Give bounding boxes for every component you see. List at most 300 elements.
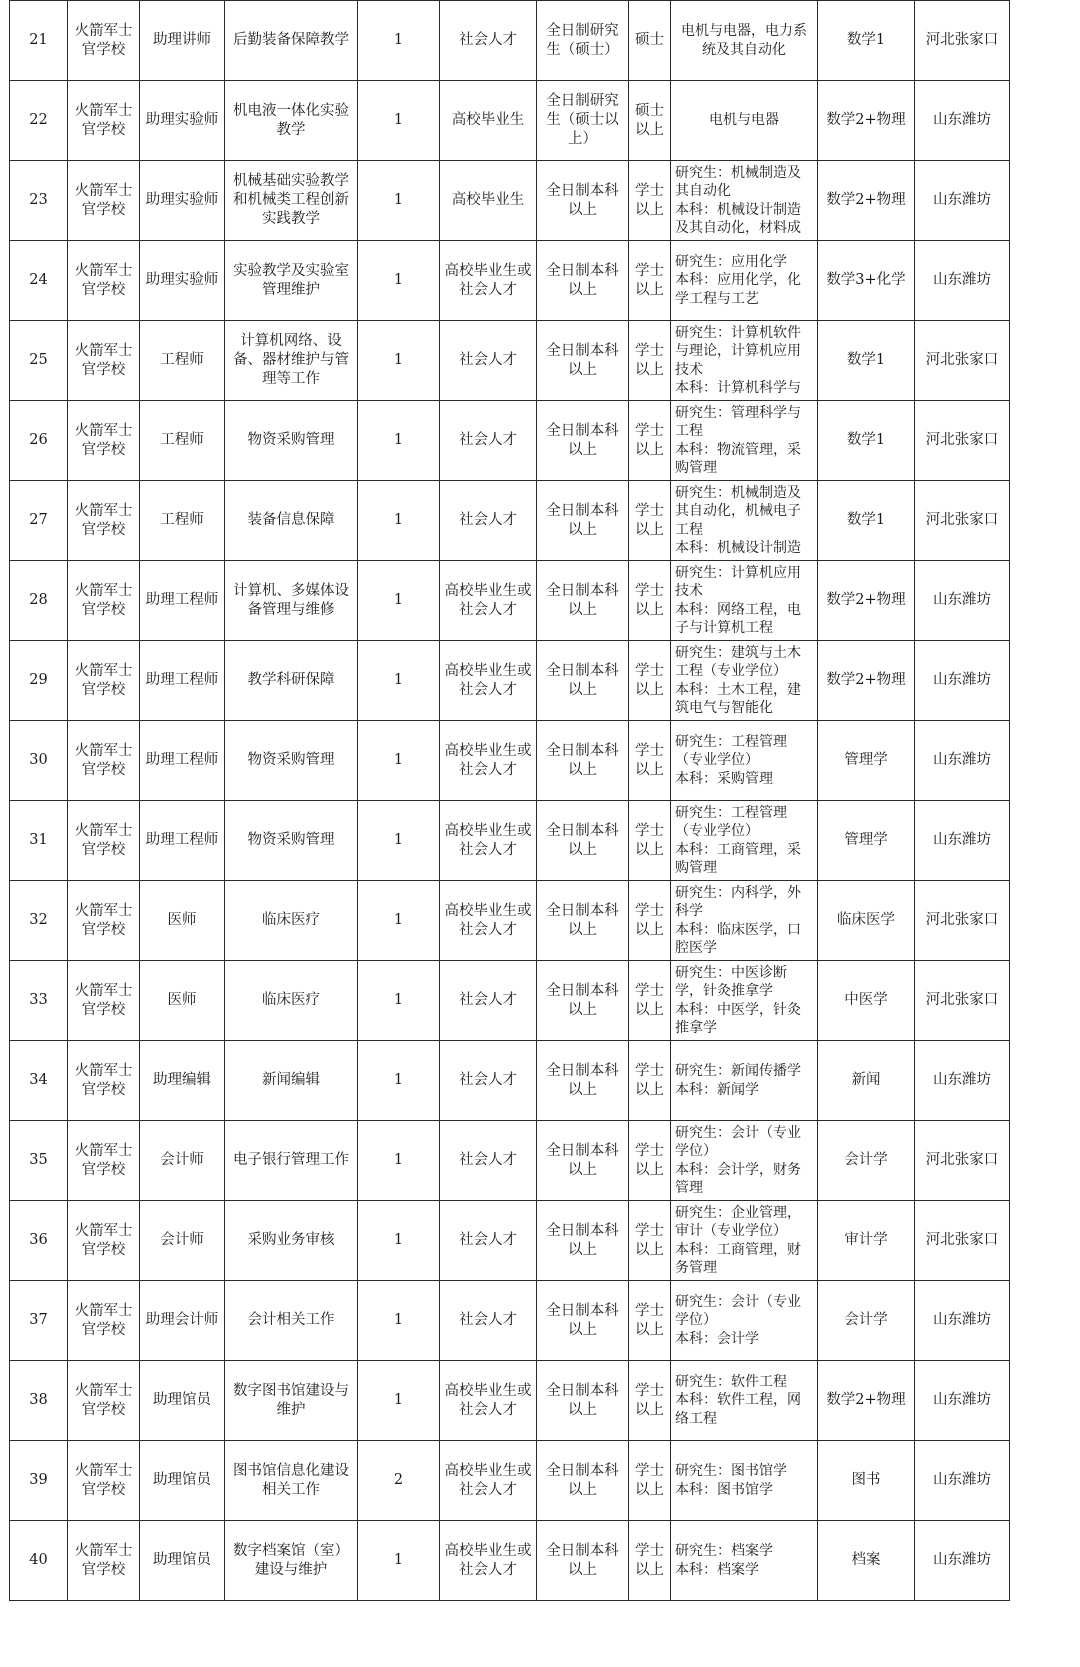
table-row <box>10 481 1010 561</box>
unit-cell: 火箭军士官学校 <box>68 241 140 321</box>
headcount-cell: 1 <box>358 1361 440 1441</box>
duty-cell: 计算机网络、设备、器材维护与管理等工作 <box>225 321 358 401</box>
major-cell <box>671 881 818 961</box>
location-cell: 河北张家口 <box>915 1121 1010 1201</box>
major-cell <box>671 481 818 561</box>
unit-cell: 火箭军士官学校 <box>68 161 140 241</box>
education-cell: 全日制本科以上 <box>537 641 629 721</box>
exam-subject-cell: 数学2+物理 <box>818 81 915 161</box>
exam-subject-cell: 管理学 <box>818 801 915 881</box>
unit-cell: 火箭军士官学校 <box>68 1281 140 1361</box>
headcount-cell: 1 <box>358 1521 440 1601</box>
position-cell: 工程师 <box>140 401 225 481</box>
candidate-source-cell: 高校毕业生或社会人才 <box>440 1521 537 1601</box>
degree-cell: 学士以上 <box>629 161 671 241</box>
major-text <box>675 1124 813 1198</box>
table-row <box>10 161 1010 241</box>
major-line: 本科：网络工程，电子与计算机工程 <box>675 601 801 636</box>
major-cell <box>671 321 818 401</box>
degree-cell: 学士以上 <box>629 1361 671 1441</box>
exam-subject-cell: 审计学 <box>818 1201 915 1281</box>
row-number-cell: 39 <box>10 1441 68 1521</box>
education-cell: 全日制本科以上 <box>537 1521 629 1601</box>
row-number-cell: 40 <box>10 1521 68 1601</box>
major-cell <box>671 401 818 481</box>
row-number-cell: 25 <box>10 321 68 401</box>
candidate-source-cell: 社会人才 <box>440 1281 537 1361</box>
major-line: 研究生：计算机应用技术 <box>675 564 801 599</box>
unit-cell: 火箭军士官学校 <box>68 1 140 81</box>
major-cell <box>671 1281 818 1361</box>
degree-cell: 硕士 <box>629 1 671 81</box>
headcount-cell: 1 <box>358 161 440 241</box>
exam-subject-cell: 数学1 <box>818 401 915 481</box>
location-cell: 河北张家口 <box>915 401 1010 481</box>
major-cell <box>671 1441 818 1521</box>
position-cell: 助理会计师 <box>140 1281 225 1361</box>
education-cell: 全日制本科以上 <box>537 1201 629 1281</box>
major-cell <box>671 641 818 721</box>
major-line: 本科：临床医学，口腔医学 <box>675 921 801 956</box>
position-cell: 助理馆员 <box>140 1361 225 1441</box>
major-text <box>675 164 813 238</box>
degree-cell: 学士以上 <box>629 321 671 401</box>
major-line: 本科：应用化学，化学工程与工艺 <box>675 272 801 307</box>
major-text <box>675 1062 813 1099</box>
duty-cell: 实验教学及实验室管理维护 <box>225 241 358 321</box>
duty-cell: 机械基础实验教学和机械类工程创新实践教学 <box>225 161 358 241</box>
unit-cell: 火箭军士官学校 <box>68 81 140 161</box>
duty-cell: 电子银行管理工作 <box>225 1121 358 1201</box>
table-row <box>10 1281 1010 1361</box>
candidate-source-cell: 社会人才 <box>440 1 537 81</box>
degree-cell: 学士以上 <box>629 1041 671 1121</box>
table-row <box>10 1121 1010 1201</box>
major-line: 本科：机械设计制造及其自动化，材料成 <box>675 201 801 236</box>
table-row <box>10 881 1010 961</box>
degree-cell: 学士以上 <box>629 1521 671 1601</box>
duty-cell: 数字档案馆（室）建设与维护 <box>225 1521 358 1601</box>
table-row <box>10 641 1010 721</box>
unit-cell: 火箭军士官学校 <box>68 321 140 401</box>
education-cell: 全日制本科以上 <box>537 1121 629 1201</box>
major-text <box>675 964 813 1038</box>
major-line: 本科：物流管理，采购管理 <box>675 441 801 476</box>
candidate-source-cell: 社会人才 <box>440 1201 537 1281</box>
exam-subject-cell: 数学2+物理 <box>818 641 915 721</box>
major-text <box>675 564 813 638</box>
exam-subject-cell: 临床医学 <box>818 881 915 961</box>
row-number-cell: 28 <box>10 561 68 641</box>
row-number-cell: 32 <box>10 881 68 961</box>
exam-subject-cell: 数学2+物理 <box>818 1361 915 1441</box>
table-row <box>10 401 1010 481</box>
duty-cell: 数字图书馆建设与维护 <box>225 1361 358 1441</box>
education-cell: 全日制本科以上 <box>537 1041 629 1121</box>
table-row <box>10 721 1010 801</box>
education-cell: 全日制本科以上 <box>537 881 629 961</box>
major-text <box>675 1373 813 1429</box>
candidate-source-cell: 高校毕业生或社会人才 <box>440 1441 537 1521</box>
major-text <box>675 804 813 878</box>
major-line: 本科：会计学 <box>675 1330 759 1347</box>
position-cell: 医师 <box>140 961 225 1041</box>
degree-cell: 学士以上 <box>629 961 671 1041</box>
position-cell: 助理实验师 <box>140 241 225 321</box>
position-cell: 会计师 <box>140 1121 225 1201</box>
row-number-cell: 29 <box>10 641 68 721</box>
row-number-cell: 35 <box>10 1121 68 1201</box>
candidate-source-cell: 社会人才 <box>440 481 537 561</box>
major-line: 本科：软件工程，网络工程 <box>675 1392 801 1427</box>
unit-cell: 火箭军士官学校 <box>68 1041 140 1121</box>
exam-subject-cell: 数学2+物理 <box>818 561 915 641</box>
exam-subject-cell: 数学1 <box>818 1 915 81</box>
unit-cell: 火箭军士官学校 <box>68 561 140 641</box>
headcount-cell: 1 <box>358 1281 440 1361</box>
headcount-cell: 1 <box>358 961 440 1041</box>
exam-subject-cell: 数学3+化学 <box>818 241 915 321</box>
major-text <box>675 111 813 130</box>
major-line: 研究生：中医诊断学，针灸推拿学 <box>675 964 787 999</box>
row-number-cell: 26 <box>10 401 68 481</box>
candidate-source-cell: 社会人才 <box>440 321 537 401</box>
major-cell <box>671 801 818 881</box>
education-cell: 全日制本科以上 <box>537 1441 629 1521</box>
degree-cell: 学士以上 <box>629 1441 671 1521</box>
candidate-source-cell: 高校毕业生或社会人才 <box>440 721 537 801</box>
location-cell: 河北张家口 <box>915 321 1010 401</box>
table-row <box>10 1 1010 81</box>
location-cell: 河北张家口 <box>915 1201 1010 1281</box>
duty-cell: 物资采购管理 <box>225 401 358 481</box>
major-line: 研究生：会计（专业学位） <box>675 1124 801 1159</box>
headcount-cell: 2 <box>358 1441 440 1521</box>
headcount-cell: 1 <box>358 1041 440 1121</box>
major-line: 本科：图书馆学 <box>675 1481 773 1498</box>
major-line: 本科：会计学，财务管理 <box>675 1161 801 1196</box>
location-cell: 山东潍坊 <box>915 721 1010 801</box>
location-cell: 山东潍坊 <box>915 1441 1010 1521</box>
location-cell: 河北张家口 <box>915 481 1010 561</box>
location-cell: 山东潍坊 <box>915 641 1010 721</box>
location-cell: 河北张家口 <box>915 1 1010 81</box>
location-cell: 山东潍坊 <box>915 1361 1010 1441</box>
major-cell <box>671 561 818 641</box>
headcount-cell: 1 <box>358 561 440 641</box>
education-cell: 全日制本科以上 <box>537 1281 629 1361</box>
major-text <box>675 253 813 309</box>
duty-cell: 物资采购管理 <box>225 721 358 801</box>
position-cell: 助理馆员 <box>140 1521 225 1601</box>
education-cell: 全日制本科以上 <box>537 241 629 321</box>
major-line: 研究生：计算机软件与理论，计算机应用技术 <box>675 324 801 378</box>
position-cell: 助理实验师 <box>140 161 225 241</box>
duty-cell: 新闻编辑 <box>225 1041 358 1121</box>
exam-subject-cell: 会计学 <box>818 1121 915 1201</box>
location-cell: 山东潍坊 <box>915 561 1010 641</box>
major-text <box>675 22 813 59</box>
major-cell <box>671 721 818 801</box>
duty-cell: 采购业务审核 <box>225 1201 358 1281</box>
major-cell <box>671 1521 818 1601</box>
major-line: 本科：工商管理，财务管理 <box>675 1241 801 1276</box>
major-cell <box>671 161 818 241</box>
candidate-source-cell: 高校毕业生或社会人才 <box>440 561 537 641</box>
major-cell <box>671 1 818 81</box>
degree-cell: 学士以上 <box>629 241 671 321</box>
location-cell: 山东潍坊 <box>915 241 1010 321</box>
candidate-source-cell: 社会人才 <box>440 401 537 481</box>
major-text <box>675 884 813 958</box>
education-cell: 全日制本科以上 <box>537 721 629 801</box>
duty-cell: 会计相关工作 <box>225 1281 358 1361</box>
row-number-cell: 37 <box>10 1281 68 1361</box>
major-line: 研究生：新闻传播学 <box>675 1063 801 1079</box>
position-cell: 助理讲师 <box>140 1 225 81</box>
duty-cell: 临床医疗 <box>225 881 358 961</box>
candidate-source-cell: 高校毕业生或社会人才 <box>440 801 537 881</box>
row-number-cell: 36 <box>10 1201 68 1281</box>
major-text <box>675 404 813 478</box>
duty-cell: 计算机、多媒体设备管理与维修 <box>225 561 358 641</box>
duty-cell: 装备信息保障 <box>225 481 358 561</box>
location-cell: 河北张家口 <box>915 881 1010 961</box>
education-cell: 全日制本科以上 <box>537 1361 629 1441</box>
degree-cell: 学士以上 <box>629 881 671 961</box>
major-text <box>675 1204 813 1278</box>
position-cell: 助理编辑 <box>140 1041 225 1121</box>
exam-subject-cell: 会计学 <box>818 1281 915 1361</box>
table-row <box>10 241 1010 321</box>
major-line: 研究生：管理科学与工程 <box>675 404 801 439</box>
unit-cell: 火箭军士官学校 <box>68 481 140 561</box>
candidate-source-cell: 高校毕业生或社会人才 <box>440 1361 537 1441</box>
duty-cell: 后勤装备保障教学 <box>225 1 358 81</box>
position-cell: 助理实验师 <box>140 81 225 161</box>
position-cell: 助理工程师 <box>140 721 225 801</box>
education-cell: 全日制研究生（硕士） <box>537 1 629 81</box>
table-row <box>10 561 1010 641</box>
unit-cell: 火箭军士官学校 <box>68 1521 140 1601</box>
unit-cell: 火箭军士官学校 <box>68 1121 140 1201</box>
unit-cell: 火箭军士官学校 <box>68 401 140 481</box>
major-line: 电机与电器，电力系统及其自动化 <box>681 23 807 58</box>
row-number-cell: 33 <box>10 961 68 1041</box>
major-line: 电机与电器 <box>709 112 779 129</box>
position-cell: 助理馆员 <box>140 1441 225 1521</box>
unit-cell: 火箭军士官学校 <box>68 1361 140 1441</box>
exam-subject-cell: 数学1 <box>818 481 915 561</box>
row-number-cell: 34 <box>10 1041 68 1121</box>
major-line: 研究生：软件工程 <box>675 1373 787 1390</box>
table-row <box>10 81 1010 161</box>
degree-cell: 硕士以上 <box>629 81 671 161</box>
major-line: 研究生：应用化学 <box>675 253 787 270</box>
duty-cell: 物资采购管理 <box>225 801 358 881</box>
major-line: 本科：新闻学 <box>675 1081 759 1098</box>
unit-cell: 火箭军士官学校 <box>68 1441 140 1521</box>
position-cell: 工程师 <box>140 481 225 561</box>
table-row <box>10 1521 1010 1601</box>
unit-cell: 火箭军士官学校 <box>68 801 140 881</box>
table-row <box>10 1201 1010 1281</box>
location-cell: 山东潍坊 <box>915 81 1010 161</box>
major-text <box>675 484 813 558</box>
table-row <box>10 801 1010 881</box>
degree-cell: 学士以上 <box>629 1201 671 1281</box>
candidate-source-cell: 高校毕业生或社会人才 <box>440 641 537 721</box>
exam-subject-cell: 档案 <box>818 1521 915 1601</box>
recruitment-table <box>9 0 1010 1601</box>
candidate-source-cell: 社会人才 <box>440 1121 537 1201</box>
candidate-source-cell: 社会人才 <box>440 961 537 1041</box>
headcount-cell: 1 <box>358 1121 440 1201</box>
major-line: 研究生：内科学，外科学 <box>675 884 801 919</box>
row-number-cell: 24 <box>10 241 68 321</box>
position-cell: 助理工程师 <box>140 561 225 641</box>
major-cell <box>671 961 818 1041</box>
position-cell: 医师 <box>140 881 225 961</box>
major-cell <box>671 241 818 321</box>
exam-subject-cell: 管理学 <box>818 721 915 801</box>
major-line: 本科：中医学，针灸推拿学 <box>675 1001 801 1036</box>
major-cell <box>671 1121 818 1201</box>
candidate-source-cell: 社会人才 <box>440 1041 537 1121</box>
major-line: 研究生：工程管理（专业学位） <box>675 733 787 769</box>
major-text <box>675 1293 813 1349</box>
unit-cell: 火箭军士官学校 <box>68 641 140 721</box>
candidate-source-cell: 高校毕业生或社会人才 <box>440 881 537 961</box>
table-row <box>10 1441 1010 1521</box>
degree-cell: 学士以上 <box>629 641 671 721</box>
major-cell <box>671 1361 818 1441</box>
major-line: 研究生：机械制造及其自动化，机械电子工程 <box>675 484 801 538</box>
degree-cell: 学士以上 <box>629 721 671 801</box>
duty-cell: 临床医疗 <box>225 961 358 1041</box>
headcount-cell: 1 <box>358 241 440 321</box>
headcount-cell: 1 <box>358 1201 440 1281</box>
row-number-cell: 31 <box>10 801 68 881</box>
education-cell: 全日制本科以上 <box>537 161 629 241</box>
exam-subject-cell: 图书 <box>818 1441 915 1521</box>
row-number-cell: 30 <box>10 721 68 801</box>
major-line: 研究生：建筑与土木工程（专业学位） <box>675 644 801 679</box>
headcount-cell: 1 <box>358 81 440 161</box>
major-line: 本科：档案学 <box>675 1561 759 1578</box>
unit-cell: 火箭军士官学校 <box>68 721 140 801</box>
major-line: 研究生：企业管理，审计（专业学位） <box>675 1204 801 1239</box>
table-row <box>10 961 1010 1041</box>
location-cell: 山东潍坊 <box>915 801 1010 881</box>
headcount-cell: 1 <box>358 721 440 801</box>
row-number-cell: 27 <box>10 481 68 561</box>
position-cell: 助理工程师 <box>140 801 225 881</box>
headcount-cell: 1 <box>358 641 440 721</box>
row-number-cell: 22 <box>10 81 68 161</box>
degree-cell: 学士以上 <box>629 1121 671 1201</box>
position-cell: 工程师 <box>140 321 225 401</box>
major-line: 研究生：工程管理（专业学位） <box>675 804 787 839</box>
position-cell: 助理工程师 <box>140 641 225 721</box>
degree-cell: 学士以上 <box>629 561 671 641</box>
unit-cell: 火箭军士官学校 <box>68 1201 140 1281</box>
duty-cell: 机电液一体化实验教学 <box>225 81 358 161</box>
exam-subject-cell: 新闻 <box>818 1041 915 1121</box>
location-cell: 河北张家口 <box>915 961 1010 1041</box>
table-row <box>10 1041 1010 1121</box>
row-number-cell: 38 <box>10 1361 68 1441</box>
major-line: 本科：机械设计制造 <box>675 540 801 556</box>
major-line: 研究生：图书馆学 <box>675 1463 787 1479</box>
unit-cell: 火箭军士官学校 <box>68 961 140 1041</box>
candidate-source-cell: 高校毕业生 <box>440 81 537 161</box>
major-cell <box>671 1041 818 1121</box>
location-cell: 山东潍坊 <box>915 161 1010 241</box>
education-cell: 全日制本科以上 <box>537 801 629 881</box>
headcount-cell: 1 <box>358 481 440 561</box>
degree-cell: 学士以上 <box>629 801 671 881</box>
headcount-cell: 1 <box>358 1 440 81</box>
major-line: 研究生：档案学 <box>675 1543 773 1559</box>
position-cell: 会计师 <box>140 1201 225 1281</box>
duty-cell: 图书馆信息化建设相关工作 <box>225 1441 358 1521</box>
table-row <box>10 321 1010 401</box>
major-text <box>675 1542 813 1579</box>
major-line: 研究生：会计（专业学位） <box>675 1293 801 1329</box>
major-line: 本科：采购管理 <box>675 770 773 787</box>
major-line: 本科：工商管理，采购管理 <box>675 841 801 876</box>
degree-cell: 学士以上 <box>629 1281 671 1361</box>
candidate-source-cell: 高校毕业生或社会人才 <box>440 241 537 321</box>
major-text <box>675 1462 813 1499</box>
education-cell: 全日制本科以上 <box>537 961 629 1041</box>
table-row <box>10 1361 1010 1441</box>
major-line: 本科：土木工程，建筑电气与智能化 <box>675 681 801 716</box>
major-line: 研究生：机械制造及其自动化 <box>675 164 801 199</box>
unit-cell: 火箭军士官学校 <box>68 881 140 961</box>
exam-subject-cell: 数学2+物理 <box>818 161 915 241</box>
row-number-cell: 21 <box>10 1 68 81</box>
headcount-cell: 1 <box>358 401 440 481</box>
degree-cell: 学士以上 <box>629 481 671 561</box>
major-cell <box>671 81 818 161</box>
exam-subject-cell: 数学1 <box>818 321 915 401</box>
candidate-source-cell: 高校毕业生 <box>440 161 537 241</box>
headcount-cell: 1 <box>358 321 440 401</box>
major-text <box>675 644 813 718</box>
major-line: 本科：计算机科学与 <box>675 380 801 396</box>
headcount-cell: 1 <box>358 881 440 961</box>
duty-cell: 教学科研保障 <box>225 641 358 721</box>
location-cell: 山东潍坊 <box>915 1281 1010 1361</box>
education-cell: 全日制本科以上 <box>537 561 629 641</box>
location-cell: 山东潍坊 <box>915 1041 1010 1121</box>
major-cell <box>671 1201 818 1281</box>
location-cell: 山东潍坊 <box>915 1521 1010 1601</box>
education-cell: 全日制本科以上 <box>537 481 629 561</box>
education-cell: 全日制本科以上 <box>537 321 629 401</box>
exam-subject-cell: 中医学 <box>818 961 915 1041</box>
major-text <box>675 324 813 398</box>
major-text <box>675 733 813 789</box>
table-body <box>10 1 1010 1601</box>
headcount-cell: 1 <box>358 801 440 881</box>
education-cell: 全日制本科以上 <box>537 401 629 481</box>
row-number-cell: 23 <box>10 161 68 241</box>
education-cell: 全日制研究生（硕士以上） <box>537 81 629 161</box>
degree-cell: 学士以上 <box>629 401 671 481</box>
